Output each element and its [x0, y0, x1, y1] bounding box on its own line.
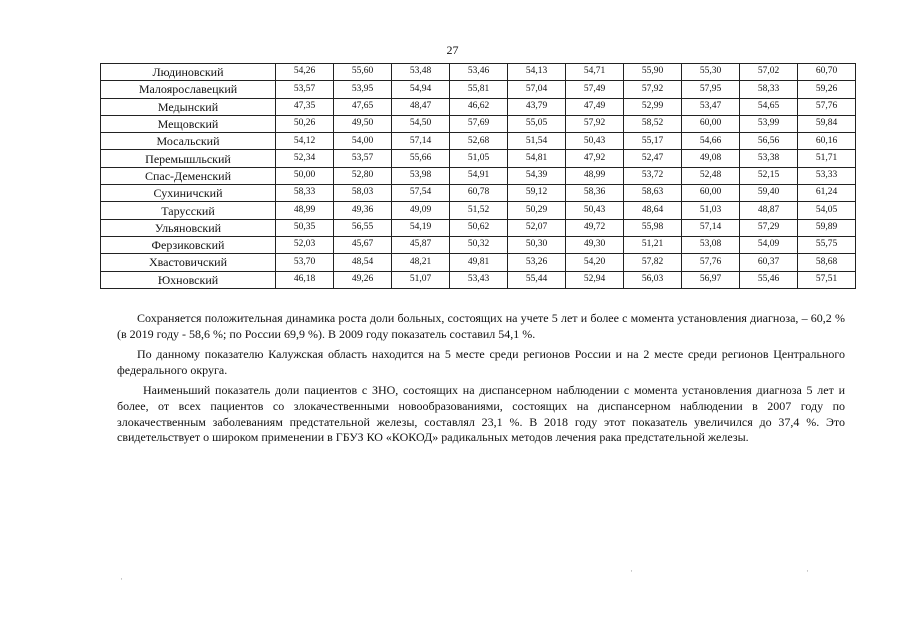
table-body — [101, 64, 856, 289]
value-cell: 51,21 — [624, 236, 682, 253]
value-cell: 53,33 — [798, 167, 856, 184]
value-cell: 60,00 — [682, 115, 740, 132]
value-cell: 54,66 — [682, 133, 740, 150]
value-cell: 49,50 — [334, 115, 392, 132]
value-cell: 53,43 — [450, 271, 508, 288]
value-cell: 54,12 — [276, 133, 334, 150]
table-row — [101, 81, 856, 98]
value-cell: 49,30 — [566, 236, 624, 253]
value-cell: 58,03 — [334, 185, 392, 202]
value-cell: 54,20 — [566, 254, 624, 271]
value-cell: 54,00 — [334, 133, 392, 150]
value-cell: 54,05 — [798, 202, 856, 219]
value-cell: 53,26 — [508, 254, 566, 271]
value-cell: 56,55 — [334, 219, 392, 236]
value-cell: 48,87 — [740, 202, 798, 219]
district-name-cell: Медынский — [101, 98, 276, 115]
table-row — [101, 150, 856, 167]
value-cell: 55,46 — [740, 271, 798, 288]
value-cell: 53,99 — [740, 115, 798, 132]
value-cell: 56,03 — [624, 271, 682, 288]
value-cell: 59,12 — [508, 185, 566, 202]
value-cell: 50,32 — [450, 236, 508, 253]
district-name-cell: Спас-Деменский — [101, 167, 276, 184]
value-cell: 55,17 — [624, 133, 682, 150]
value-cell: 61,24 — [798, 185, 856, 202]
value-cell: 53,98 — [392, 167, 450, 184]
table-row — [101, 219, 856, 236]
value-cell: 50,26 — [276, 115, 334, 132]
value-cell: 58,63 — [624, 185, 682, 202]
value-cell: 57,49 — [566, 81, 624, 98]
value-cell: 52,99 — [624, 98, 682, 115]
value-cell: 50,30 — [508, 236, 566, 253]
value-cell: 51,07 — [392, 271, 450, 288]
value-cell: 59,40 — [740, 185, 798, 202]
value-cell: 45,87 — [392, 236, 450, 253]
district-name-cell: Ульяновский — [101, 219, 276, 236]
value-cell: 50,35 — [276, 219, 334, 236]
scan-speck: · — [806, 566, 809, 576]
value-cell: 54,91 — [450, 167, 508, 184]
value-cell: 53,57 — [276, 81, 334, 98]
value-cell: 52,34 — [276, 150, 334, 167]
value-cell: 58,52 — [624, 115, 682, 132]
value-cell: 47,49 — [566, 98, 624, 115]
value-cell: 55,81 — [450, 81, 508, 98]
value-cell: 57,02 — [740, 64, 798, 81]
district-name-cell: Сухиничский — [101, 185, 276, 202]
district-name-cell: Перемышльский — [101, 150, 276, 167]
value-cell: 54,65 — [740, 98, 798, 115]
value-cell: 57,76 — [682, 254, 740, 271]
value-cell: 60,00 — [682, 185, 740, 202]
value-cell: 55,90 — [624, 64, 682, 81]
table-row — [101, 185, 856, 202]
value-cell: 54,26 — [276, 64, 334, 81]
value-cell: 55,66 — [392, 150, 450, 167]
value-cell: 53,70 — [276, 254, 334, 271]
value-cell: 57,92 — [566, 115, 624, 132]
value-cell: 53,57 — [334, 150, 392, 167]
value-cell: 53,95 — [334, 81, 392, 98]
value-cell: 51,03 — [682, 202, 740, 219]
value-cell: 57,54 — [392, 185, 450, 202]
table-row — [101, 271, 856, 288]
value-cell: 60,37 — [740, 254, 798, 271]
value-cell: 49,72 — [566, 219, 624, 236]
value-cell: 55,98 — [624, 219, 682, 236]
value-cell: 50,00 — [276, 167, 334, 184]
value-cell: 49,09 — [392, 202, 450, 219]
value-cell: 57,04 — [508, 81, 566, 98]
value-cell: 53,47 — [682, 98, 740, 115]
value-cell: 54,19 — [392, 219, 450, 236]
district-name-cell: Мосальский — [101, 133, 276, 150]
district-name-cell: Мещовский — [101, 115, 276, 132]
district-name-cell: Малоярославецкий — [101, 81, 276, 98]
table-row — [101, 64, 856, 81]
value-cell: 55,44 — [508, 271, 566, 288]
value-cell: 48,21 — [392, 254, 450, 271]
table-row — [101, 133, 856, 150]
value-cell: 46,62 — [450, 98, 508, 115]
value-cell: 45,67 — [334, 236, 392, 253]
value-cell: 53,72 — [624, 167, 682, 184]
page-number: 27 — [446, 43, 459, 57]
paragraph-ranking: По данному показателю Калужская область находится на 5 месте среди регионов России и на 2 месте среди регионов Центрального федерального округа. — [117, 347, 845, 377]
value-cell: 57,69 — [450, 115, 508, 132]
value-cell: 54,71 — [566, 64, 624, 81]
value-cell: 55,60 — [334, 64, 392, 81]
value-cell: 55,75 — [798, 236, 856, 253]
value-cell: 57,14 — [682, 219, 740, 236]
value-cell: 48,47 — [392, 98, 450, 115]
scan-speck: · — [630, 566, 633, 576]
table-row — [101, 236, 856, 253]
paragraph-dynamics: Сохраняется положительная динамика роста доли больных, состоящих на учете 5 лет и более с момента установления диагноза, – 60,2 % (в 2019 году - 58,6 %; по России 69,9 %). В 2009 году показатель составил 54,1 %. — [117, 311, 845, 341]
value-cell: 59,26 — [798, 81, 856, 98]
value-cell: 56,97 — [682, 271, 740, 288]
paragraph-prostate: Наименьший показатель доли пациентов с ЗНО, состоящих на диспансерном наблюдении с момента установления диагноза 5 лет и более, от всех пациентов со злокачественными новообразованиями, состоящих на диспансерном наблюдении в 2007 году по злокачественным заболеваниям предстательной железы, составлял 23,1 %. В 2018 году этот показатель увеличился до 37,4 %. Это свидетельствует о широком применении в ГБУЗ КО «КОКОД» радикальных методов лечения рака предстательной железы. — [117, 383, 845, 445]
value-cell: 54,81 — [508, 150, 566, 167]
value-cell: 50,62 — [450, 219, 508, 236]
table-row — [101, 202, 856, 219]
value-cell: 59,89 — [798, 219, 856, 236]
value-cell: 51,71 — [798, 150, 856, 167]
value-cell: 57,95 — [682, 81, 740, 98]
value-cell: 52,07 — [508, 219, 566, 236]
value-cell: 57,51 — [798, 271, 856, 288]
value-cell: 46,18 — [276, 271, 334, 288]
value-cell: 49,81 — [450, 254, 508, 271]
value-cell: 54,94 — [392, 81, 450, 98]
body-text — [117, 311, 845, 451]
value-cell: 57,92 — [624, 81, 682, 98]
value-cell: 60,78 — [450, 185, 508, 202]
value-cell: 52,15 — [740, 167, 798, 184]
value-cell: 51,52 — [450, 202, 508, 219]
value-cell: 48,54 — [334, 254, 392, 271]
value-cell: 53,48 — [392, 64, 450, 81]
value-cell: 48,64 — [624, 202, 682, 219]
value-cell: 57,14 — [392, 133, 450, 150]
scan-speck: · — [120, 574, 123, 584]
value-cell: 48,99 — [566, 167, 624, 184]
value-cell: 58,68 — [798, 254, 856, 271]
value-cell: 54,09 — [740, 236, 798, 253]
value-cell: 47,65 — [334, 98, 392, 115]
value-cell: 55,30 — [682, 64, 740, 81]
value-cell: 54,50 — [392, 115, 450, 132]
value-cell: 53,46 — [450, 64, 508, 81]
table-row — [101, 254, 856, 271]
value-cell: 58,36 — [566, 185, 624, 202]
district-name-cell: Людиновский — [101, 64, 276, 81]
value-cell: 50,43 — [566, 202, 624, 219]
district-name-cell: Юхновский — [101, 271, 276, 288]
value-cell: 50,43 — [566, 133, 624, 150]
value-cell: 60,70 — [798, 64, 856, 81]
district-name-cell: Тарусский — [101, 202, 276, 219]
value-cell: 56,56 — [740, 133, 798, 150]
value-cell: 54,39 — [508, 167, 566, 184]
value-cell: 49,08 — [682, 150, 740, 167]
value-cell: 54,13 — [508, 64, 566, 81]
district-name-cell: Хвастовичский — [101, 254, 276, 271]
value-cell: 49,26 — [334, 271, 392, 288]
value-cell: 53,08 — [682, 236, 740, 253]
value-cell: 52,94 — [566, 271, 624, 288]
district-name-cell: Ферзиковский — [101, 236, 276, 253]
value-cell: 58,33 — [740, 81, 798, 98]
value-cell: 59,84 — [798, 115, 856, 132]
value-cell: 60,16 — [798, 133, 856, 150]
value-cell: 58,33 — [276, 185, 334, 202]
value-cell: 53,38 — [740, 150, 798, 167]
value-cell: 52,03 — [276, 236, 334, 253]
value-cell: 51,54 — [508, 133, 566, 150]
value-cell: 57,82 — [624, 254, 682, 271]
value-cell: 55,05 — [508, 115, 566, 132]
value-cell: 52,47 — [624, 150, 682, 167]
value-cell: 47,92 — [566, 150, 624, 167]
table-row — [101, 98, 856, 115]
value-cell: 57,29 — [740, 219, 798, 236]
value-cell: 48,99 — [276, 202, 334, 219]
value-cell: 50,29 — [508, 202, 566, 219]
table-row — [101, 167, 856, 184]
value-cell: 57,76 — [798, 98, 856, 115]
value-cell: 47,35 — [276, 98, 334, 115]
value-cell: 52,80 — [334, 167, 392, 184]
value-cell: 49,36 — [334, 202, 392, 219]
value-cell: 51,05 — [450, 150, 508, 167]
value-cell: 43,79 — [508, 98, 566, 115]
district-indicator-table — [100, 63, 856, 289]
value-cell: 52,48 — [682, 167, 740, 184]
table-row — [101, 115, 856, 132]
value-cell: 52,68 — [450, 133, 508, 150]
